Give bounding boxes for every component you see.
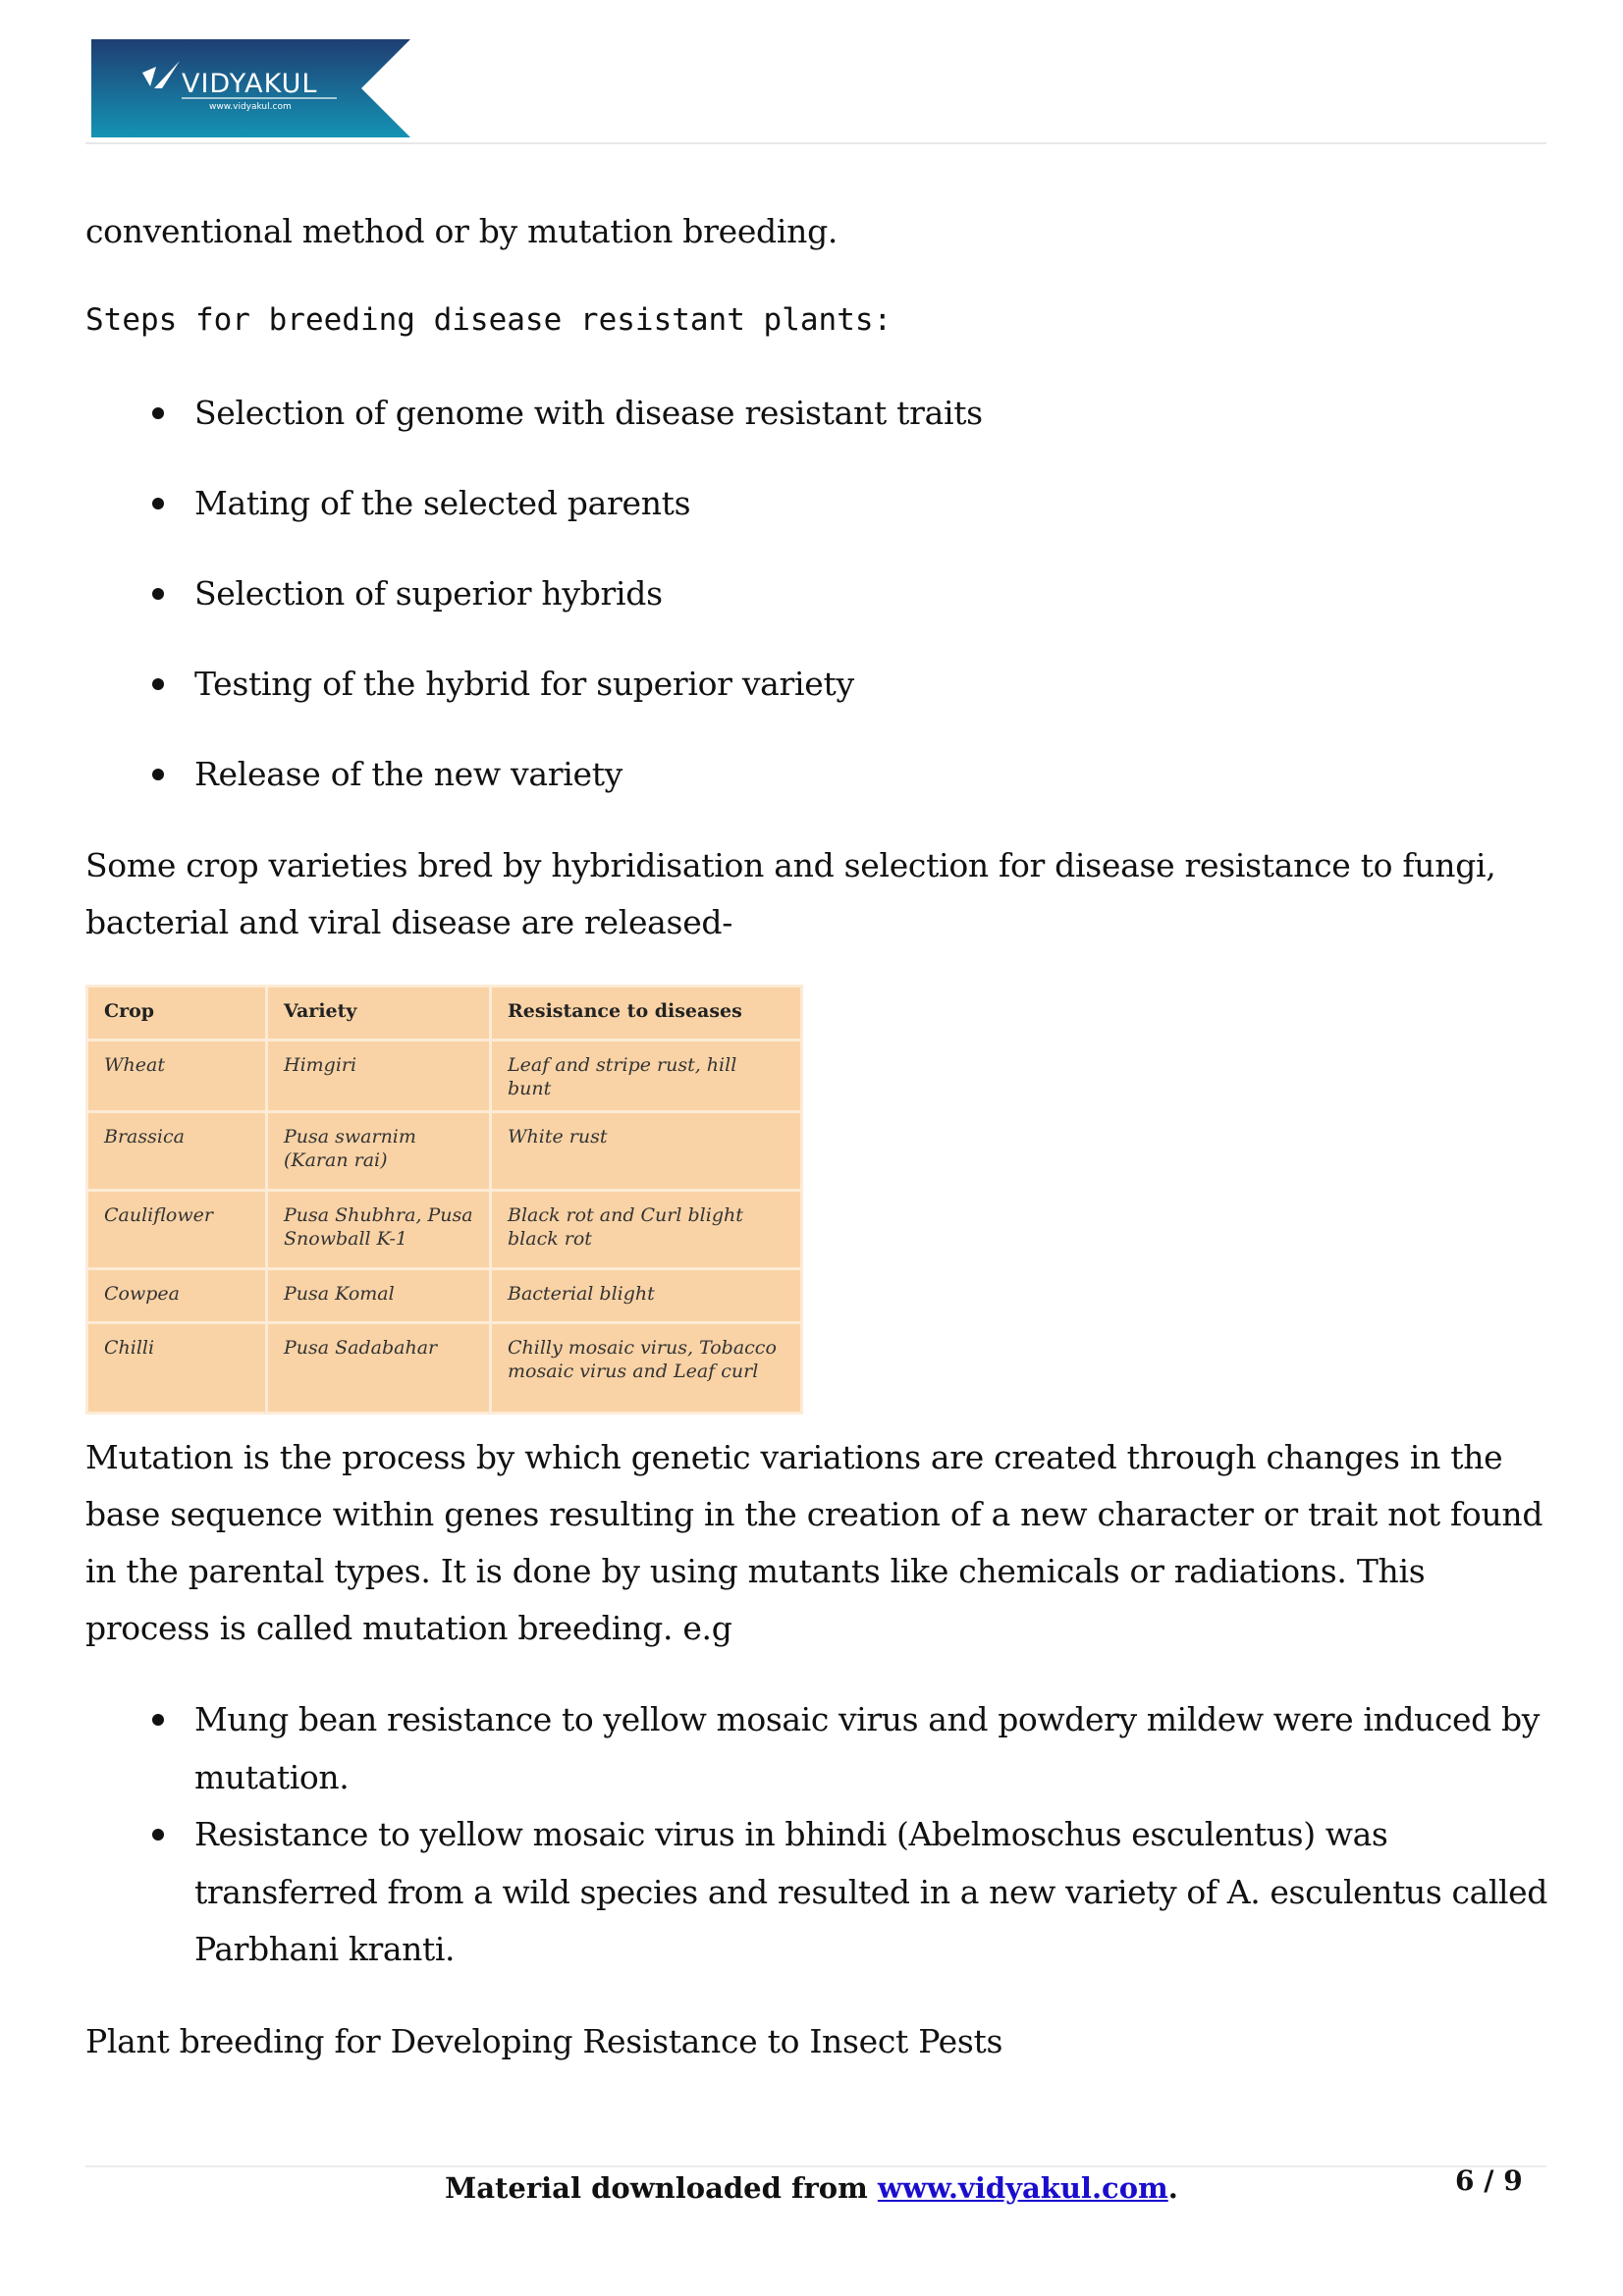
mutation-examples-list bbox=[85, 1691, 1548, 1979]
header-divider bbox=[85, 142, 1546, 144]
table-row bbox=[87, 1041, 802, 1112]
cell-variety: Pusa Shubhra, Pusa Snowball K-1 bbox=[267, 1191, 491, 1269]
bullet-icon bbox=[152, 1829, 164, 1841]
intro-line: conventional method or by mutation breeding. bbox=[85, 212, 839, 250]
cell-resistance: Black rot and Curl blight black rot bbox=[491, 1191, 802, 1269]
steps-list bbox=[85, 385, 1548, 836]
cell-resistance: Leaf and stripe rust, hill bunt bbox=[491, 1041, 802, 1112]
cell-variety: Pusa Sadabahar bbox=[267, 1323, 491, 1414]
bullet-icon bbox=[152, 498, 164, 509]
cell-crop: Chilli bbox=[87, 1323, 267, 1414]
bullet-icon bbox=[152, 769, 164, 780]
logo-subtext: www.vidyakul.com bbox=[209, 102, 292, 112]
footer-suffix: . bbox=[1167, 2171, 1178, 2205]
steps-heading: Steps for breeding disease resistant plants: bbox=[85, 302, 893, 338]
list-item: Selection of superior hybrids bbox=[85, 565, 1548, 656]
column-header-crop: Crop bbox=[87, 987, 267, 1041]
bullet-icon bbox=[152, 678, 164, 690]
page-number: 6 / 9 bbox=[1455, 2164, 1523, 2197]
bullet-icon bbox=[152, 588, 164, 600]
table-row bbox=[87, 1112, 802, 1191]
mutation-paragraph: Mutation is the process by which genetic variations are created through changes in the base sequence within genes resulting in the creation of a new character or trait not found in the parental types. It is done by using mutants like chemicals or radiations. This process is called mutation breeding. e.g bbox=[85, 1438, 1543, 1647]
vidyakul-logo bbox=[91, 39, 410, 137]
list-item: Selection of genome with disease resistant traits bbox=[85, 385, 1548, 475]
cell-crop: Cauliflower bbox=[87, 1191, 267, 1269]
list-item: Resistance to yellow mosaic virus in bhindi (Abelmoschus esculentus) was transferred from a wild species and resulted in a new variety of A. esculentus called Parbhani kranti. bbox=[85, 1806, 1548, 1979]
section-heading-insect-pests: Plant breeding for Developing Resistance to Insect Pests bbox=[85, 2022, 1003, 2060]
table-row bbox=[87, 1191, 802, 1269]
list-item: Mating of the selected parents bbox=[85, 475, 1548, 565]
cell-crop: Wheat bbox=[87, 1041, 267, 1112]
list-item: Mung bean resistance to yellow mosaic virus and powdery mildew were induced by mutation. bbox=[85, 1691, 1548, 1806]
bullet-icon bbox=[152, 1714, 164, 1726]
cell-variety: Pusa Komal bbox=[267, 1269, 491, 1323]
cell-variety: Pusa swarnim (Karan rai) bbox=[267, 1112, 491, 1191]
table-row bbox=[87, 1269, 802, 1323]
bullet-icon bbox=[152, 407, 164, 419]
table-header-row bbox=[87, 987, 802, 1041]
varieties-intro: Some crop varieties bred by hybridisation and selection for disease resistance to fungi, bacterial and viral disease are released- bbox=[85, 846, 1496, 941]
cell-resistance: Chilly mosaic virus, Tobacco mosaic virus and Leaf curl bbox=[491, 1323, 802, 1414]
cell-variety: Himgiri bbox=[267, 1041, 491, 1112]
cell-resistance: White rust bbox=[491, 1112, 802, 1191]
footer-credit bbox=[0, 2171, 1623, 2205]
crop-varieties-table bbox=[85, 985, 803, 1415]
table-row bbox=[87, 1323, 802, 1414]
column-header-variety: Variety bbox=[267, 987, 491, 1041]
vidyakul-link[interactable]: www.vidyakul.com bbox=[877, 2171, 1168, 2205]
column-header-resistance: Resistance to diseases bbox=[491, 987, 802, 1041]
footer-divider bbox=[85, 2165, 1546, 2167]
list-item: Testing of the hybrid for superior variety bbox=[85, 656, 1548, 746]
logo-text: VIDYAKUL bbox=[182, 69, 318, 99]
footer-prefix: Material downloaded from bbox=[445, 2171, 878, 2205]
cell-crop: Cowpea bbox=[87, 1269, 267, 1323]
list-item: Release of the new variety bbox=[85, 746, 1548, 836]
cell-resistance: Bacterial blight bbox=[491, 1269, 802, 1323]
cell-crop: Brassica bbox=[87, 1112, 267, 1191]
